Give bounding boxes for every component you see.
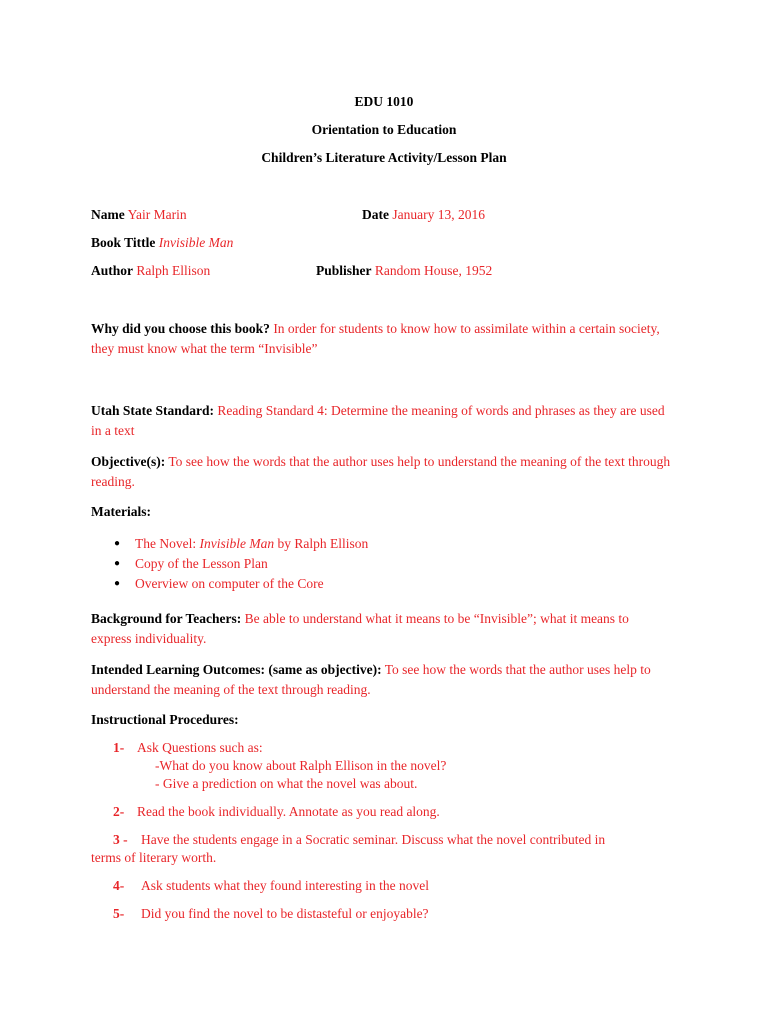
step-number: 4- [113,878,125,893]
bullet-icon: ● [114,538,121,549]
author-value: Ralph Ellison [136,263,211,278]
standard-label: Utah State Standard: [91,403,215,418]
step-text: Ask students what they found interesting in the novel [141,878,429,893]
why-text: In order for students to know how to assimilate within a certain society, they must know what the term “Invisible” [91,321,660,356]
outcomes-text: To see how the words that the author uses help to understand the meaning of the text through reading. [91,662,651,697]
step-text: Did you find the novel to be distasteful or enjoyable? [141,906,429,921]
why-label: Why did you choose this book? [91,321,270,336]
novel-title: Invisible Man [199,536,275,551]
course-code: EDU 1010 [354,94,414,109]
step-text: Read the book individually. Annotate as you read along. [137,804,440,819]
course-title: Orientation to Education [311,122,457,137]
materials-item-overview: Overview on computer of the Core [135,576,324,591]
step-number: 1- [113,740,125,755]
materials-label: Materials: [91,504,151,519]
outcomes-label: Intended Learning Outcomes: (same as objective): [91,662,382,677]
name-value: Yair Marin [127,207,187,222]
author-row [91,263,210,279]
step-subitem: -What do you know about Ralph Ellison in the novel? [155,758,447,773]
publisher-value: Random House, 1952 [374,263,493,278]
objectives-label: Objective(s): [91,454,166,469]
step-number: 5- [113,906,125,921]
document-title: Children’s Literature Activity/Lesson Plan [261,150,507,165]
procedures-label: Instructional Procedures: [91,712,239,727]
date-label: Date [362,207,389,222]
step-text: Have the students engage in a Socratic seminar. Discuss what the novel contributed in [141,832,606,847]
novel-suffix: by Ralph Ellison [274,536,369,551]
book-title-label: Book Tittle [91,235,156,250]
book-title-row [91,235,233,251]
standard-section [91,401,671,441]
name-label: Name [91,207,125,222]
step-number: 3 - [113,832,128,847]
bullet-icon: ● [114,558,121,569]
background-section [91,609,671,649]
standard-text: Reading Standard 4: Determine the meaning of words and phrases as they are used in a text [91,403,665,438]
date-value: January 13, 2016 [392,207,485,222]
author-label: Author [91,263,134,278]
objectives-section [91,452,671,492]
step-text-continued: terms of literary worth. [91,850,217,865]
objectives-text: To see how the words that the author uses help to understand the meaning of the text through reading. [91,454,671,489]
novel-prefix: The Novel: [135,536,200,551]
materials-item-novel [135,536,368,552]
bullet-icon: ● [114,578,121,589]
publisher-row [316,263,492,279]
why-section [91,319,671,359]
step-number: 2- [113,804,125,819]
book-title-value: Invisible Man [158,235,234,250]
background-label: Background for Teachers: [91,611,242,626]
publisher-label: Publisher [316,263,372,278]
date-row [362,207,485,223]
outcomes-section [91,660,671,700]
step-subitem: - Give a prediction on what the novel was about. [155,776,418,791]
step-text: Ask Questions such as: [137,740,263,755]
name-row [91,207,187,223]
background-text: Be able to understand what it means to be “Invisible”; what it means to express individuality. [91,611,629,646]
materials-item-copy: Copy of the Lesson Plan [135,556,268,571]
